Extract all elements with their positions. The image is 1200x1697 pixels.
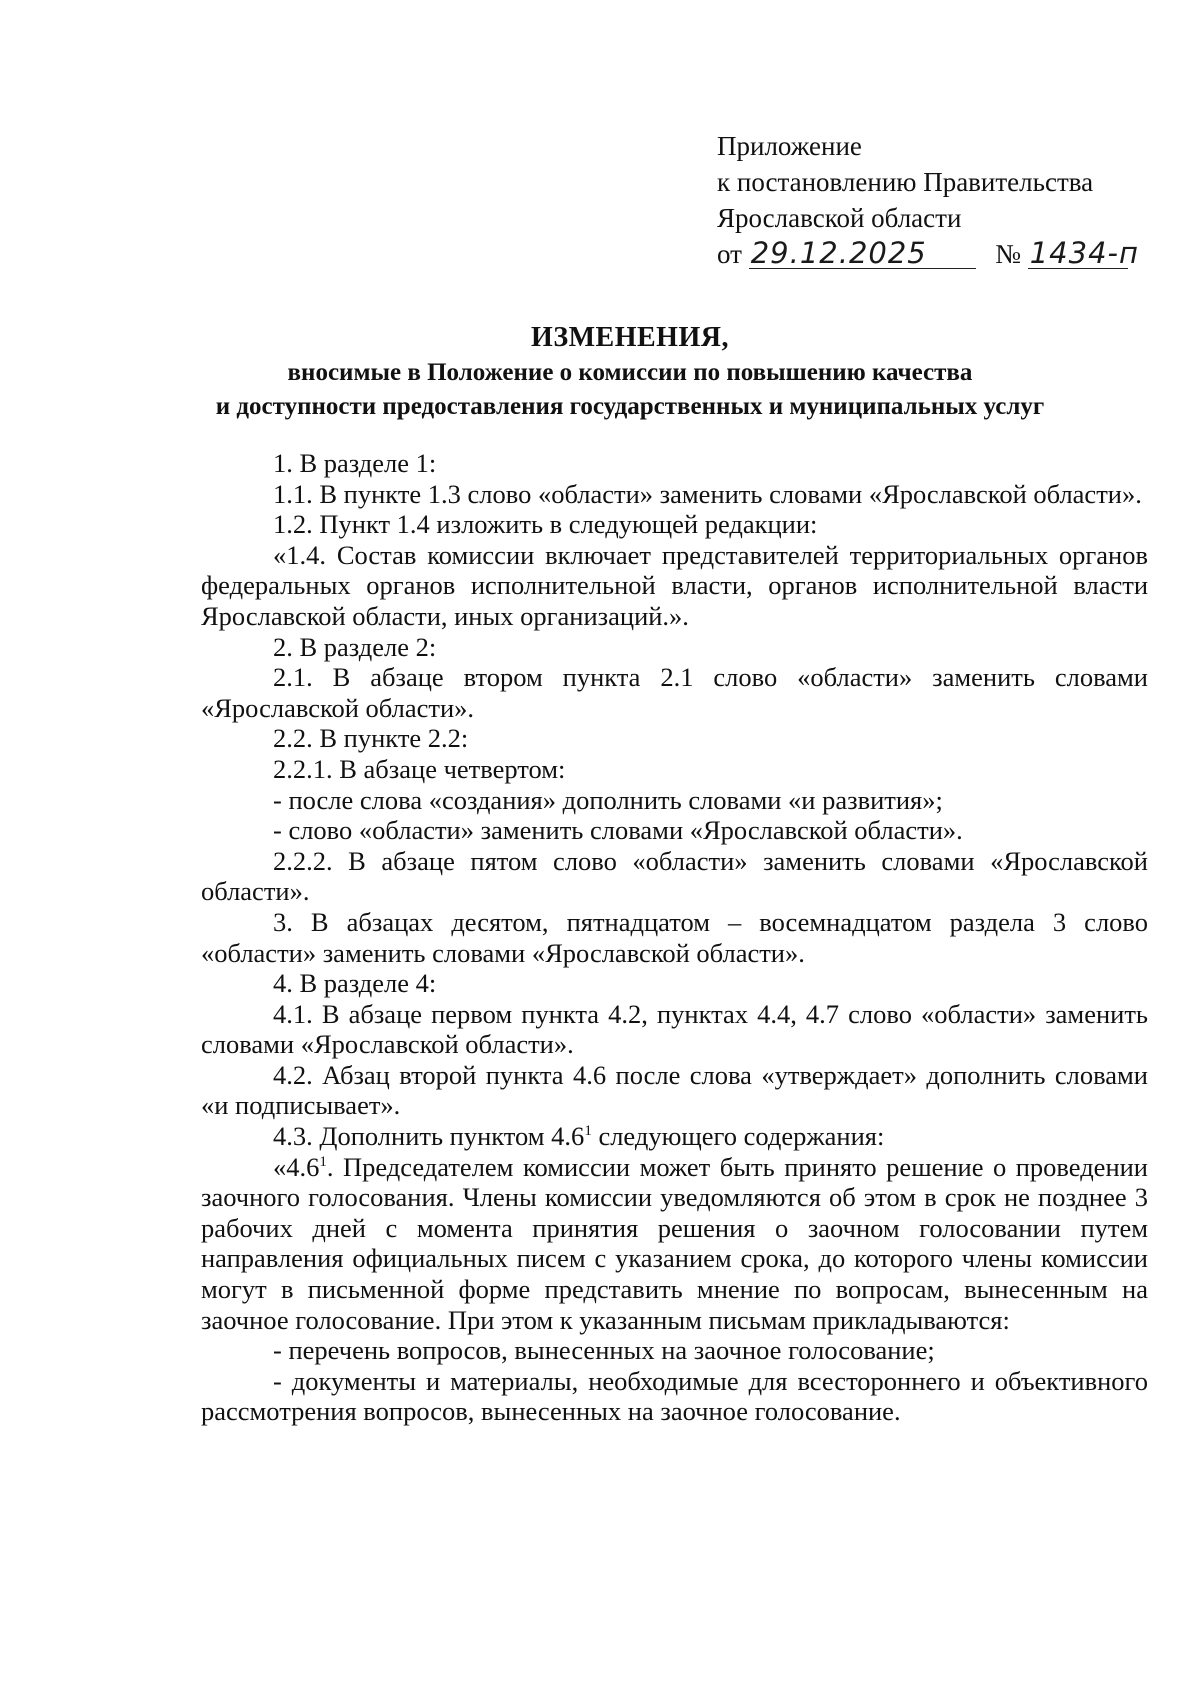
appendix-decree-ref: к постановлению Правительства bbox=[717, 167, 1094, 197]
number-prefix: № bbox=[995, 239, 1021, 269]
handwritten-number: 1434-п bbox=[1029, 236, 1139, 270]
paragraph-text: . Председателем комиссии может быть принято решение о проведении заочного голосования. Члены комиссии уведомляются об этом в срок не позднее 3 рабочих дней с момента принятия решения о заочном голосовании путем направления официальных писем с указанием срока, до которого члены комиссии могут в письменной форме представить мнение по вопросам, вынесенным на заочное голосование. При этом к указанным письмам прикладываются: bbox=[201, 1151, 1148, 1335]
superscript: 1 bbox=[584, 1123, 592, 1140]
paragraph: 4.2. Абзац второй пункта 4.6 после слова «утверждает» дополнить словами «и подписывает». bbox=[201, 1059, 1148, 1121]
title-main: ИЗМЕНЕНИЯ, bbox=[531, 322, 729, 353]
paragraph: 4. В разделе 4: bbox=[273, 968, 437, 999]
date-prefix: от bbox=[717, 239, 742, 269]
handwritten-date: 29.12.2025 bbox=[749, 238, 976, 269]
paragraph: 2.2.2. В абзаце пятом слово «области» заменить словами «Ярославской области». bbox=[201, 845, 1148, 907]
paragraph: 2. В разделе 2: bbox=[273, 631, 437, 662]
document-title bbox=[180, 320, 1080, 424]
paragraph: 2.1. В абзаце втором пункта 2.1 слово «области» заменить словами «Ярославской области». bbox=[201, 662, 1148, 723]
appendix-region: Ярославской области bbox=[717, 203, 962, 233]
paragraph bbox=[201, 1152, 1148, 1336]
paragraph: - документы и материалы, необходимые для всестороннего и объективного рассмотрения вопросов, вынесенных на заочное голосование. bbox=[201, 1365, 1148, 1427]
paragraph: - после слова «создания» дополнить словами «и развития»; bbox=[273, 784, 943, 815]
document-body bbox=[201, 448, 1148, 1427]
paragraph-text: 4.3. Дополнить пунктом 4.6 bbox=[273, 1121, 585, 1152]
paragraph: 2.2. В пункте 2.2: bbox=[273, 723, 469, 754]
title-subtitle-line-2: и доступности предоставления государственных и муниципальных услуг bbox=[215, 393, 1045, 420]
paragraph: - слово «области» заменить словами «Ярославской области». bbox=[273, 815, 963, 846]
paragraph-text: следующего содержания: bbox=[591, 1121, 885, 1152]
paragraph: 2.2.1. В абзаце четвертом: bbox=[273, 753, 566, 784]
paragraph: - перечень вопросов, вынесенных на заочное голосование; bbox=[273, 1335, 935, 1366]
paragraph: 4.1. В абзаце первом пункта 4.2, пунктах 4.4, 4.7 слово «области» заменить словами «Ярославской области». bbox=[201, 998, 1148, 1060]
paragraph-text: «4.6 bbox=[273, 1151, 320, 1182]
paragraph bbox=[201, 1121, 1148, 1152]
appendix-date-number-line bbox=[717, 236, 1139, 272]
appendix-header bbox=[717, 128, 1139, 272]
paragraph: 1.2. Пункт 1.4 изложить в следующей редакции: bbox=[273, 509, 818, 540]
appendix-title: Приложение bbox=[717, 131, 862, 161]
superscript: 1 bbox=[319, 1153, 327, 1170]
paragraph: 1.1. В пункте 1.3 слово «области» заменить словами «Ярославской области». bbox=[273, 478, 1142, 509]
title-subtitle-line-1: вносимые в Положение о комиссии по повышению качества bbox=[287, 359, 973, 386]
paragraph: 3. В абзацах десятом, пятнадцатом – восемнадцатом раздела 3 слово «области» заменить словами «Ярославской области». bbox=[201, 906, 1148, 968]
paragraph: «1.4. Состав комиссии включает представителей территориальных органов федеральных органов исполнительной власти, органов исполнительной власти Ярославской области, иных организаций.». bbox=[201, 539, 1148, 631]
paragraph: 1. В разделе 1: bbox=[273, 448, 437, 478]
